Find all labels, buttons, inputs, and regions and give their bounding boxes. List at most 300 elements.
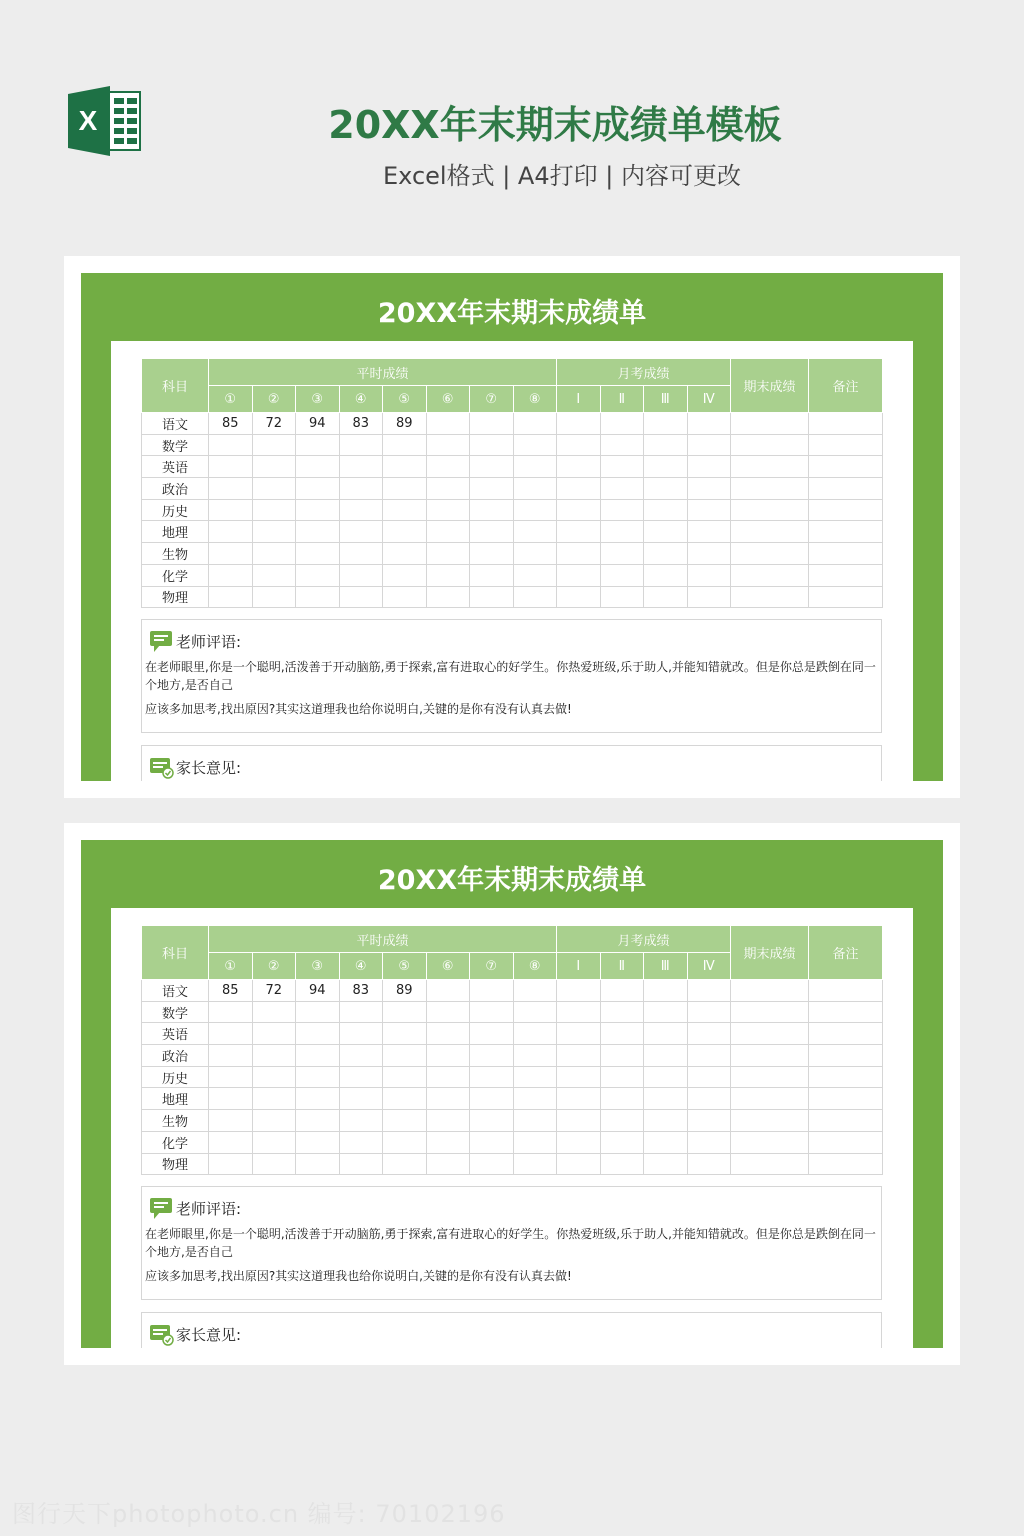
- score-cell[interactable]: [426, 1066, 470, 1088]
- score-cell[interactable]: [339, 1153, 383, 1175]
- score-cell[interactable]: [252, 1001, 296, 1023]
- score-cell[interactable]: [296, 1110, 340, 1132]
- score-cell[interactable]: 89: [383, 413, 427, 435]
- page-subtitle: Excel格式 | A4打印 | 内容可更改: [383, 162, 741, 190]
- score-cell[interactable]: [513, 980, 557, 1002]
- score-cell[interactable]: [209, 478, 253, 500]
- score-cell[interactable]: [687, 478, 731, 500]
- score-cell[interactable]: [426, 980, 470, 1002]
- col-header-regular-item: ②: [252, 386, 296, 413]
- score-cell[interactable]: [209, 1066, 253, 1088]
- score-cell[interactable]: [809, 543, 883, 565]
- score-cell[interactable]: [731, 1131, 809, 1153]
- score-cell[interactable]: [383, 586, 427, 608]
- table-row: [142, 586, 883, 608]
- score-cell[interactable]: [426, 586, 470, 608]
- score-cell[interactable]: [809, 586, 883, 608]
- score-cell[interactable]: [600, 456, 644, 478]
- score-cell[interactable]: [426, 478, 470, 500]
- score-cell[interactable]: 85: [209, 980, 253, 1002]
- score-cell[interactable]: [470, 586, 514, 608]
- score-cell[interactable]: [731, 499, 809, 521]
- score-cell[interactable]: [209, 543, 253, 565]
- score-cell[interactable]: [513, 1066, 557, 1088]
- col-header-subject: 科目: [142, 359, 209, 413]
- score-cell[interactable]: [644, 564, 688, 586]
- score-cell[interactable]: 83: [339, 413, 383, 435]
- score-cell[interactable]: [209, 586, 253, 608]
- score-cell[interactable]: [557, 434, 601, 456]
- score-cell[interactable]: [600, 1110, 644, 1132]
- col-header-regular: 平时成绩: [209, 359, 557, 386]
- score-cell[interactable]: [296, 1153, 340, 1175]
- score-cell[interactable]: [557, 478, 601, 500]
- score-cell[interactable]: [470, 521, 514, 543]
- score-cell[interactable]: [600, 413, 644, 435]
- score-cell[interactable]: [383, 478, 427, 500]
- col-header-regular-item: ③: [296, 386, 340, 413]
- score-cell[interactable]: [383, 1001, 427, 1023]
- col-header-regular-item: ⑥: [426, 953, 470, 980]
- comment-icon: [148, 629, 174, 653]
- score-cell[interactable]: [339, 543, 383, 565]
- score-cell[interactable]: [809, 980, 883, 1002]
- score-cell[interactable]: [600, 980, 644, 1002]
- score-cell[interactable]: [687, 499, 731, 521]
- score-cell[interactable]: [383, 1045, 427, 1067]
- subject-cell: 数学: [142, 1001, 209, 1023]
- score-cell[interactable]: [252, 1110, 296, 1132]
- score-cell[interactable]: [687, 980, 731, 1002]
- score-cell[interactable]: [809, 1131, 883, 1153]
- score-cell[interactable]: [687, 564, 731, 586]
- score-cell[interactable]: [209, 1001, 253, 1023]
- score-cell[interactable]: [426, 521, 470, 543]
- score-cell[interactable]: [557, 499, 601, 521]
- score-cell[interactable]: [731, 980, 809, 1002]
- score-cell[interactable]: [252, 521, 296, 543]
- score-cell[interactable]: [296, 499, 340, 521]
- score-cell[interactable]: [644, 434, 688, 456]
- teacher-comment-line-2: 应该多加思考,找出原因?其实这道理我也给你说明白,关键的是你有没有认真去做!: [145, 702, 572, 716]
- score-cell[interactable]: [470, 499, 514, 521]
- score-cell[interactable]: [809, 1088, 883, 1110]
- score-cell[interactable]: [383, 543, 427, 565]
- score-cell[interactable]: [557, 1110, 601, 1132]
- score-cell[interactable]: [252, 434, 296, 456]
- score-cell[interactable]: [600, 543, 644, 565]
- score-cell[interactable]: [209, 1088, 253, 1110]
- score-cell[interactable]: [557, 543, 601, 565]
- col-header-monthly: 月考成绩: [557, 926, 731, 953]
- score-cell[interactable]: [470, 543, 514, 565]
- score-cell[interactable]: [731, 564, 809, 586]
- subject-cell: 地理: [142, 521, 209, 543]
- score-cell[interactable]: [209, 1110, 253, 1132]
- score-cell[interactable]: [644, 1001, 688, 1023]
- score-cell[interactable]: [513, 1110, 557, 1132]
- score-cell[interactable]: [644, 543, 688, 565]
- score-cell[interactable]: [687, 1066, 731, 1088]
- score-cell[interactable]: [470, 1023, 514, 1045]
- score-cell[interactable]: [644, 413, 688, 435]
- score-cell[interactable]: [426, 1088, 470, 1110]
- score-cell[interactable]: [513, 586, 557, 608]
- score-cell[interactable]: [687, 521, 731, 543]
- score-cell[interactable]: [731, 586, 809, 608]
- score-cell[interactable]: [600, 521, 644, 543]
- score-cell[interactable]: [687, 1023, 731, 1045]
- table-row: [142, 1153, 883, 1175]
- score-cell[interactable]: [252, 456, 296, 478]
- teacher-comment-box: [141, 1186, 882, 1300]
- score-cell[interactable]: [687, 434, 731, 456]
- score-cell[interactable]: [731, 1110, 809, 1132]
- score-cell[interactable]: [809, 456, 883, 478]
- score-cell[interactable]: [383, 499, 427, 521]
- score-cell[interactable]: [600, 1066, 644, 1088]
- score-cell[interactable]: [296, 434, 340, 456]
- score-cell[interactable]: [557, 1023, 601, 1045]
- score-cell[interactable]: [339, 499, 383, 521]
- score-cell[interactable]: [296, 1131, 340, 1153]
- score-cell[interactable]: [687, 1045, 731, 1067]
- score-cell[interactable]: [600, 1131, 644, 1153]
- score-cell[interactable]: [557, 1045, 601, 1067]
- score-cell[interactable]: [513, 1001, 557, 1023]
- subject-cell: 化学: [142, 564, 209, 586]
- score-cell[interactable]: [339, 1001, 383, 1023]
- score-cell[interactable]: [339, 434, 383, 456]
- score-cell[interactable]: [296, 1066, 340, 1088]
- score-cell[interactable]: [339, 1045, 383, 1067]
- table-row: [142, 1088, 883, 1110]
- score-cell[interactable]: [600, 1088, 644, 1110]
- score-cell[interactable]: [383, 434, 427, 456]
- score-cell[interactable]: [809, 499, 883, 521]
- score-cell[interactable]: [296, 543, 340, 565]
- score-cell[interactable]: [383, 1153, 427, 1175]
- score-cell[interactable]: [809, 1066, 883, 1088]
- score-cell[interactable]: [470, 413, 514, 435]
- score-cell[interactable]: [339, 1088, 383, 1110]
- col-header-regular-item: ⑤: [383, 386, 427, 413]
- score-cell[interactable]: 89: [383, 980, 427, 1002]
- score-cell[interactable]: [513, 434, 557, 456]
- score-cell[interactable]: [513, 1023, 557, 1045]
- score-cell[interactable]: [209, 499, 253, 521]
- score-cell[interactable]: [339, 564, 383, 586]
- score-cell[interactable]: [296, 1023, 340, 1045]
- teacher-comment-line-1: 在老师眼里,你是一个聪明,活泼善于开动脑筋,勇于探索,富有进取心的好学生。你热爱班级,乐于助人,并能知错就改。但是你总是跌倒在同一个地方,是否自己: [145, 1227, 876, 1259]
- score-cell[interactable]: [731, 543, 809, 565]
- score-cell[interactable]: [557, 586, 601, 608]
- table-row: [142, 1001, 883, 1023]
- score-cell[interactable]: [296, 1045, 340, 1067]
- score-cell[interactable]: [557, 1131, 601, 1153]
- score-cell[interactable]: [252, 1153, 296, 1175]
- score-cell[interactable]: [644, 456, 688, 478]
- score-cell[interactable]: [809, 478, 883, 500]
- score-cell[interactable]: [644, 499, 688, 521]
- score-cell[interactable]: [557, 456, 601, 478]
- excel-logo-letter: X: [78, 105, 98, 136]
- parent-opinion-box: [141, 1312, 882, 1348]
- score-cell[interactable]: [209, 1131, 253, 1153]
- score-cell[interactable]: [731, 456, 809, 478]
- score-cell[interactable]: [470, 434, 514, 456]
- score-cell[interactable]: [644, 1153, 688, 1175]
- score-cell[interactable]: [296, 478, 340, 500]
- score-cell[interactable]: [209, 1153, 253, 1175]
- score-cell[interactable]: [731, 478, 809, 500]
- score-cell[interactable]: 94: [296, 980, 340, 1002]
- score-cell[interactable]: 72: [252, 413, 296, 435]
- score-cell[interactable]: [513, 1045, 557, 1067]
- score-cell[interactable]: [644, 980, 688, 1002]
- score-cell[interactable]: [426, 1110, 470, 1132]
- col-header-monthly-item: Ⅲ: [644, 953, 688, 980]
- opinion-icon: [148, 755, 174, 779]
- watermark: 图行天下photophoto.cn 编号: 70102196: [12, 1500, 506, 1528]
- score-cell[interactable]: [557, 521, 601, 543]
- score-cell[interactable]: [600, 478, 644, 500]
- score-cell[interactable]: [600, 586, 644, 608]
- score-cell[interactable]: [426, 543, 470, 565]
- comment-icon: [148, 1196, 174, 1220]
- score-cell[interactable]: [644, 1110, 688, 1132]
- score-cell[interactable]: [687, 1131, 731, 1153]
- sheet-title: 20XX年末期末成绩单: [377, 865, 647, 896]
- score-cell[interactable]: [731, 1088, 809, 1110]
- subject-cell: 政治: [142, 478, 209, 500]
- score-cell[interactable]: [252, 1023, 296, 1045]
- score-cell[interactable]: [513, 564, 557, 586]
- score-cell[interactable]: [383, 1110, 427, 1132]
- score-cell[interactable]: [296, 521, 340, 543]
- score-cell[interactable]: [644, 521, 688, 543]
- score-cell[interactable]: [600, 564, 644, 586]
- score-cell[interactable]: [339, 521, 383, 543]
- score-cell[interactable]: [687, 456, 731, 478]
- score-cell[interactable]: [296, 564, 340, 586]
- score-cell[interactable]: [252, 586, 296, 608]
- teacher-comment-line-2: 应该多加思考,找出原因?其实这道理我也给你说明白,关键的是你有没有认真去做!: [145, 1269, 572, 1283]
- score-cell[interactable]: [470, 1110, 514, 1132]
- score-cell[interactable]: [687, 543, 731, 565]
- score-cell[interactable]: [600, 499, 644, 521]
- score-cell[interactable]: [339, 1131, 383, 1153]
- subject-cell: 数学: [142, 434, 209, 456]
- score-cell[interactable]: [383, 521, 427, 543]
- score-cell[interactable]: [731, 434, 809, 456]
- score-cell[interactable]: [426, 1131, 470, 1153]
- score-cell[interactable]: [644, 1023, 688, 1045]
- score-cell[interactable]: [513, 1088, 557, 1110]
- score-cell[interactable]: [209, 564, 253, 586]
- score-cell[interactable]: [470, 1045, 514, 1067]
- score-cell[interactable]: [252, 564, 296, 586]
- score-cell[interactable]: [426, 434, 470, 456]
- score-cell[interactable]: [600, 434, 644, 456]
- score-cell[interactable]: [339, 1110, 383, 1132]
- score-cell[interactable]: [687, 1153, 731, 1175]
- table-row: [142, 413, 883, 435]
- score-cell[interactable]: [426, 1153, 470, 1175]
- parent-opinion-label: 家长意见:: [176, 1325, 242, 1344]
- score-cell[interactable]: [600, 1001, 644, 1023]
- score-cell[interactable]: [470, 478, 514, 500]
- score-cell[interactable]: [809, 1023, 883, 1045]
- score-cell[interactable]: [557, 1088, 601, 1110]
- score-cell[interactable]: [731, 413, 809, 435]
- score-cell[interactable]: [339, 1023, 383, 1045]
- score-cell[interactable]: [339, 1066, 383, 1088]
- score-cell[interactable]: [252, 499, 296, 521]
- score-cell[interactable]: [252, 543, 296, 565]
- score-cell[interactable]: [600, 1153, 644, 1175]
- score-cell[interactable]: [687, 1110, 731, 1132]
- score-cell[interactable]: [470, 1088, 514, 1110]
- score-cell[interactable]: [339, 478, 383, 500]
- score-cell[interactable]: [513, 1153, 557, 1175]
- score-cell[interactable]: [513, 543, 557, 565]
- score-cell[interactable]: [209, 1023, 253, 1045]
- score-cell[interactable]: [426, 413, 470, 435]
- table-row: [142, 1110, 883, 1132]
- score-cell[interactable]: [383, 1088, 427, 1110]
- score-cell[interactable]: [252, 478, 296, 500]
- score-cell[interactable]: [296, 1001, 340, 1023]
- score-cell[interactable]: [644, 1066, 688, 1088]
- grades-table: [141, 925, 883, 1175]
- col-header-monthly-item: Ⅳ: [687, 386, 731, 413]
- score-cell[interactable]: [426, 456, 470, 478]
- score-cell[interactable]: [426, 1045, 470, 1067]
- score-cell[interactable]: [557, 413, 601, 435]
- score-cell[interactable]: [644, 1131, 688, 1153]
- score-cell[interactable]: [809, 1110, 883, 1132]
- table-row: [142, 434, 883, 456]
- score-cell[interactable]: [557, 1066, 601, 1088]
- score-cell[interactable]: [731, 1066, 809, 1088]
- score-cell[interactable]: [426, 1001, 470, 1023]
- score-cell[interactable]: [426, 1023, 470, 1045]
- score-cell[interactable]: [470, 1153, 514, 1175]
- score-cell[interactable]: [252, 1131, 296, 1153]
- score-cell[interactable]: [383, 564, 427, 586]
- score-cell[interactable]: 94: [296, 413, 340, 435]
- score-cell[interactable]: [383, 1023, 427, 1045]
- score-cell[interactable]: [600, 1045, 644, 1067]
- col-header-regular: 平时成绩: [209, 926, 557, 953]
- score-cell[interactable]: [644, 586, 688, 608]
- col-header-regular-item: ①: [209, 386, 253, 413]
- score-cell[interactable]: [809, 1001, 883, 1023]
- score-cell[interactable]: 85: [209, 413, 253, 435]
- score-cell[interactable]: [296, 456, 340, 478]
- subject-cell: 物理: [142, 1153, 209, 1175]
- score-cell[interactable]: [557, 1001, 601, 1023]
- score-cell[interactable]: [731, 1001, 809, 1023]
- score-cell[interactable]: [644, 478, 688, 500]
- score-cell[interactable]: 83: [339, 980, 383, 1002]
- score-cell[interactable]: [296, 1088, 340, 1110]
- score-sheet-card-2: [64, 823, 960, 1365]
- col-header-monthly-item: Ⅲ: [644, 386, 688, 413]
- score-cell[interactable]: [426, 499, 470, 521]
- score-cell[interactable]: [252, 1066, 296, 1088]
- score-cell[interactable]: [339, 586, 383, 608]
- score-cell[interactable]: [470, 1001, 514, 1023]
- score-cell[interactable]: [470, 456, 514, 478]
- score-cell[interactable]: [809, 521, 883, 543]
- score-cell[interactable]: [687, 1001, 731, 1023]
- score-cell[interactable]: [470, 1131, 514, 1153]
- score-cell[interactable]: [687, 586, 731, 608]
- col-header-regular-item: ④: [339, 953, 383, 980]
- score-cell[interactable]: [557, 980, 601, 1002]
- score-cell[interactable]: [513, 521, 557, 543]
- score-cell[interactable]: [731, 521, 809, 543]
- score-cell[interactable]: [557, 564, 601, 586]
- score-cell[interactable]: [470, 1066, 514, 1088]
- score-cell[interactable]: [383, 456, 427, 478]
- col-header-regular-item: ⑧: [513, 386, 557, 413]
- col-header-monthly-item: Ⅰ: [557, 953, 601, 980]
- score-cell[interactable]: [513, 456, 557, 478]
- score-cell[interactable]: [513, 1131, 557, 1153]
- score-cell[interactable]: [731, 1045, 809, 1067]
- score-cell[interactable]: [557, 1153, 601, 1175]
- col-header-monthly-item: Ⅱ: [600, 953, 644, 980]
- teacher-comment-text: [145, 1225, 879, 1285]
- score-cell[interactable]: [426, 564, 470, 586]
- score-cell[interactable]: [644, 1088, 688, 1110]
- col-header-regular-item: ①: [209, 953, 253, 980]
- score-cell[interactable]: [209, 521, 253, 543]
- score-cell[interactable]: [209, 456, 253, 478]
- score-cell[interactable]: [209, 1045, 253, 1067]
- score-cell[interactable]: [383, 1066, 427, 1088]
- score-cell[interactable]: [809, 1045, 883, 1067]
- score-cell[interactable]: [809, 413, 883, 435]
- score-cell[interactable]: [209, 434, 253, 456]
- score-cell[interactable]: [644, 1045, 688, 1067]
- score-cell[interactable]: [470, 980, 514, 1002]
- score-cell[interactable]: [809, 564, 883, 586]
- score-cell[interactable]: [513, 499, 557, 521]
- score-cell[interactable]: [252, 1045, 296, 1067]
- score-cell[interactable]: [513, 478, 557, 500]
- score-cell[interactable]: [600, 1023, 644, 1045]
- score-cell[interactable]: [809, 1153, 883, 1175]
- score-cell[interactable]: [296, 586, 340, 608]
- table-row: [142, 1045, 883, 1067]
- score-cell[interactable]: [252, 1088, 296, 1110]
- score-cell[interactable]: 72: [252, 980, 296, 1002]
- score-cell[interactable]: [687, 413, 731, 435]
- score-cell[interactable]: [687, 1088, 731, 1110]
- col-header-regular-item: ④: [339, 386, 383, 413]
- score-cell[interactable]: [339, 456, 383, 478]
- score-cell[interactable]: [809, 434, 883, 456]
- score-cell[interactable]: [731, 1023, 809, 1045]
- score-cell[interactable]: [470, 564, 514, 586]
- score-cell[interactable]: [513, 413, 557, 435]
- score-cell[interactable]: [731, 1153, 809, 1175]
- score-cell[interactable]: [383, 1131, 427, 1153]
